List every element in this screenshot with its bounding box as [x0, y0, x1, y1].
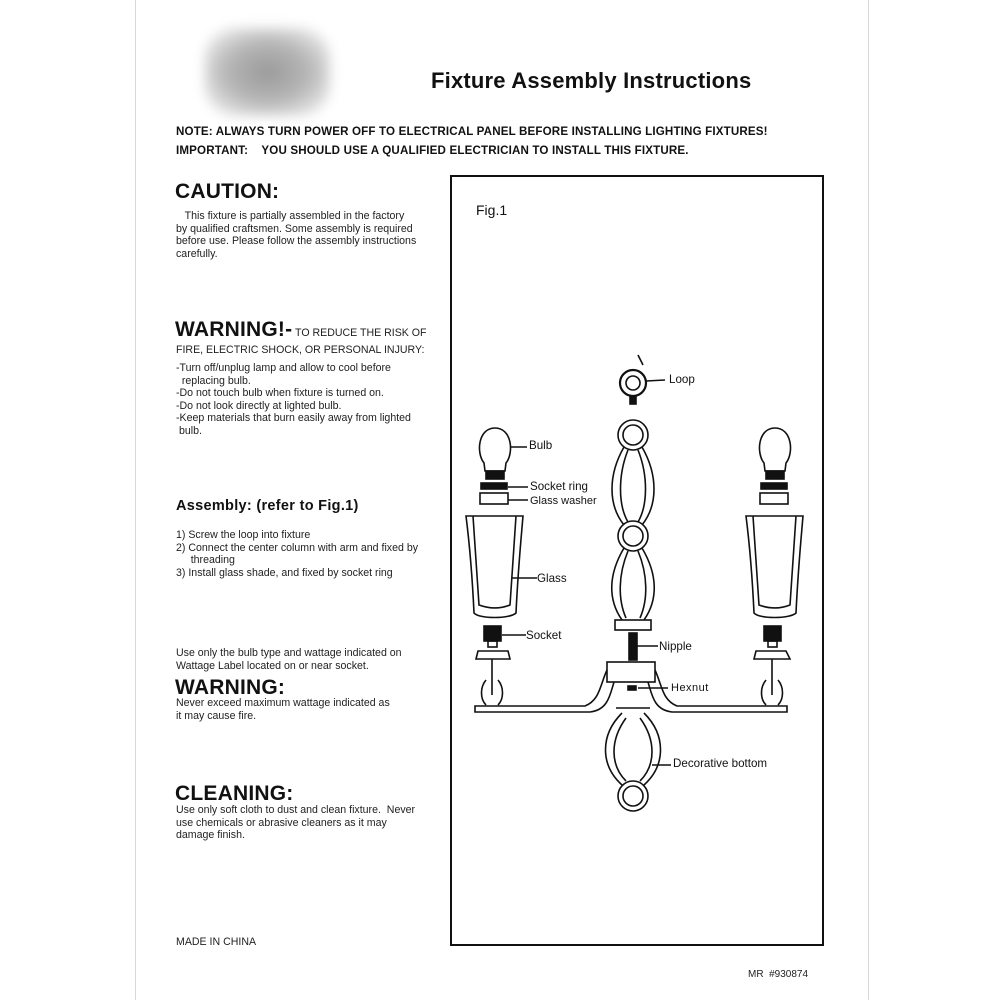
- label-bulb: Bulb: [529, 439, 553, 452]
- bulb-note-line: Use only the bulb type and wattage indicated on: [176, 647, 402, 659]
- bulb-icon: [479, 428, 527, 479]
- caution-heading: CAUTION:: [175, 180, 280, 203]
- wattage-warning-line: Never exceed maximum wattage indicated as: [176, 697, 390, 709]
- figure-caption: Fig.1: [476, 202, 508, 218]
- socket-part: [484, 626, 526, 647]
- right-cup: [754, 651, 790, 705]
- caution-text: [176, 210, 416, 260]
- power-off-note: NOTE: ALWAYS TURN POWER OFF TO ELECTRICAL PANEL BEFORE INSTALLING LIGHTING FIXTURES!: [176, 125, 768, 138]
- caution-line: This fixture is partially assembled in the factory: [176, 210, 405, 222]
- glass-shade-part: [466, 516, 537, 618]
- model-number: MR #930874: [748, 969, 809, 980]
- chandelier-diagram: [450, 175, 824, 946]
- blurred-logo: [205, 28, 330, 116]
- warning-item: replacing bulb.: [176, 374, 251, 387]
- page-title: Fixture Assembly Instructions: [431, 68, 752, 93]
- electrician-note: IMPORTANT: YOU SHOULD USE A QUALIFIED ELECTRICIAN TO INSTALL THIS FIXTURE.: [176, 144, 689, 157]
- wattage-warning-text: [176, 697, 390, 722]
- label-loop: Loop: [669, 373, 695, 386]
- glass-washer-part: [480, 493, 528, 504]
- assembly-step: 1) Screw the loop into fixture: [176, 529, 311, 541]
- label-nipple: Nipple: [659, 640, 692, 653]
- cleaning-text: [176, 804, 415, 842]
- wire-line: [638, 355, 643, 365]
- cleaning-line: damage finish.: [176, 829, 245, 842]
- origin-label: MADE IN CHINA: [176, 936, 257, 948]
- warning-heading: [175, 318, 427, 342]
- label-hexnut: Hexnut: [671, 682, 709, 694]
- caution-line: by qualified craftsmen. Some assembly is required: [176, 222, 413, 235]
- warning-heading-text: WARNING!-: [175, 318, 293, 341]
- right-glass-shade: [746, 516, 803, 618]
- warning-item: bulb.: [176, 424, 202, 437]
- cleaning-heading: CLEANING:: [175, 782, 294, 805]
- warning-list: [176, 362, 411, 438]
- upper-column: [612, 420, 655, 630]
- assembly-step: 3) Install glass shade, and fixed by socket ring: [176, 566, 393, 579]
- right-glass-washer: [760, 493, 788, 504]
- warning-inline-text: TO REDUCE THE RISK OF: [292, 327, 427, 339]
- right-bulb-icon: [759, 428, 790, 479]
- center-hub: [475, 662, 787, 712]
- warning-item: -Do not look directly at lighted bulb.: [176, 399, 342, 412]
- warning-item: -Turn off/unplug lamp and allow to cool before: [176, 362, 391, 374]
- label-socket-ring: Socket ring: [530, 480, 588, 493]
- caution-line: before use. Please follow the assembly instructions: [176, 235, 417, 248]
- assembly-heading: Assembly: (refer to Fig.1): [176, 498, 359, 514]
- warning-risk-line: FIRE, ELECTRIC SHOCK, OR PERSONAL INJURY:: [176, 344, 425, 356]
- bulb-note: [176, 647, 402, 672]
- decorative-bottom: [606, 708, 672, 811]
- assembly-steps: [176, 529, 418, 579]
- socket-ring-part: [481, 483, 528, 489]
- label-socket: Socket: [526, 629, 562, 642]
- nipple-part: [629, 633, 637, 660]
- label-glass: Glass: [537, 572, 567, 585]
- left-cup: [476, 651, 510, 705]
- assembly-step: threading: [176, 554, 235, 567]
- warning-item: -Keep materials that burn easily away from lighted: [176, 412, 411, 425]
- right-socket: [764, 626, 781, 647]
- label-glass-washer: Glass washer: [530, 495, 597, 507]
- cleaning-line: use chemicals or abrasive cleaners as it may: [176, 816, 387, 829]
- cleaning-line: Use only soft cloth to dust and clean fixture. Never: [176, 804, 416, 816]
- loop-stem: [630, 396, 636, 404]
- loop-icon: [620, 370, 665, 396]
- wattage-warning-line: it may cause fire.: [176, 709, 257, 722]
- bulb-note-line: Wattage Label located on or near socket.: [176, 659, 369, 672]
- wattage-warning-heading: WARNING:: [175, 676, 286, 699]
- right-socket-ring: [761, 483, 787, 489]
- caution-line: carefully.: [176, 247, 218, 260]
- label-decorative-bottom: Decorative bottom: [673, 757, 768, 770]
- warning-item: -Do not touch bulb when fixture is turned on.: [176, 387, 384, 400]
- assembly-step: 2) Connect the center column with arm and fixed by: [176, 541, 419, 554]
